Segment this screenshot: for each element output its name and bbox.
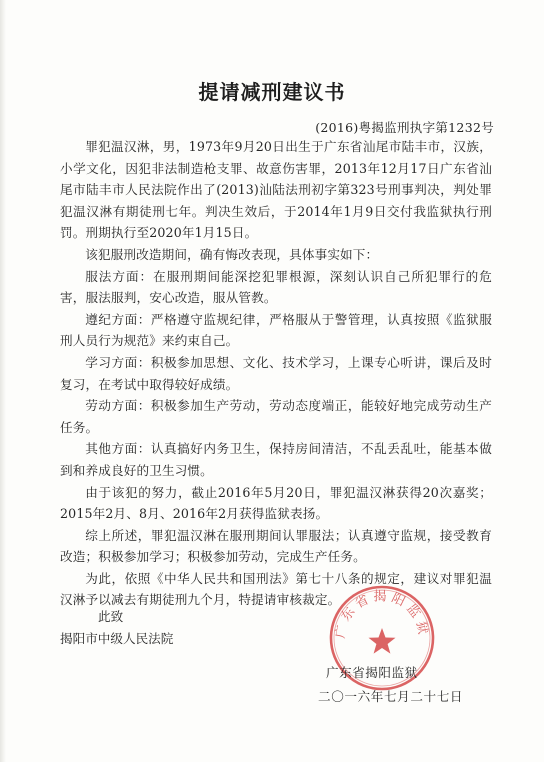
document-title: 提请减刑建议书 <box>198 80 346 104</box>
paragraph: 为此，依照《中华人民共和国刑法》第七十八条的规定，建议对罪犯温汉淋予以减去有期徒刑九个月，特提请审核裁定。 <box>60 570 492 608</box>
paragraph: 服法方面：在服刑期间能深挖犯罪根源，深刻认识自己所犯罪行的危害，服法服判，安心改造，服从管教。 <box>60 268 492 306</box>
issue-date: 二〇一六年七月二十七日 <box>318 689 464 704</box>
document-number: (2016)粤揭监刑执字第1232号 <box>315 120 494 135</box>
paragraph: 由于该犯的努力，截止2016年5月20日，罪犯温汉淋获得20次嘉奖；2015年2月、8月、2016年2月获得监狱表扬。 <box>60 484 492 522</box>
paragraph: 遵纪方面：严格遵守监规纪律，严格服从于警管理，认真按照《监狱服刑人员行为规范》来约束自己。 <box>60 311 492 349</box>
issuer: 广东省揭阳监狱 <box>326 665 418 680</box>
addressee-block <box>60 606 173 650</box>
paragraph: 综上所述，罪犯温汉淋在服刑期间认罪服法；认真遵守监规，接受教育改造；积极参加学习；积极参加劳动，完成生产任务。 <box>60 527 492 565</box>
document-body <box>60 136 492 611</box>
paragraph: 学习方面：积极参加思想、文化、技术学习，上课专心听讲，课后及时复习，在考试中取得较好成绩。 <box>60 354 492 392</box>
paragraph: 劳动方面：积极参加生产劳动，劳动态度端正，能较好地完成劳动生产任务。 <box>60 398 492 435</box>
paragraph: 该犯服刑改造期间，确有悔改表现，具体事实如下： <box>85 246 379 262</box>
paragraph: 其他方面：认真搞好内务卫生，保持房间清洁，不乱丢乱吐，能基本做到和养成良好的卫生习惯。 <box>60 441 492 478</box>
seal-text: 广东省揭阳监狱 <box>333 589 431 640</box>
salutation: 此致 <box>98 609 124 624</box>
paragraph: 罪犯温汉淋，男，1973年9月20日出生于广东省汕尾市陆丰市，汉族，小学文化，因犯非法制造枪支罪、故意伤害罪，2013年12月17日广东省汕尾市陆丰市人民法院作出了(2013)汕陆法刑初字第323号刑事判决，判处罪犯温汉淋有期徒刑七年。判决生效后，于2014年1月9日交付我监狱执行刑罚。刑期执行至2020年1月15日。 <box>60 139 492 241</box>
addressee: 揭阳市中级人民法院 <box>60 631 174 646</box>
star-icon <box>369 628 396 654</box>
